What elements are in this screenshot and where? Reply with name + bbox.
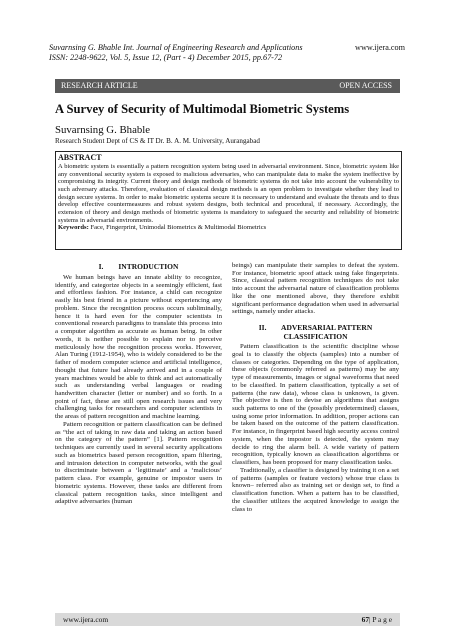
footer-website[interactable]: www.ijera.com <box>63 615 109 624</box>
intro-paragraph-3: beings) can manipulate their samples to defeat the system. For instance, biometric spoof attack using fake fingerprints. Since, classical pattern recognition techniques do not take into account the adversarial nature of classification problems like the one mentioned above, they therefore exhibit significant performance degradation when used in adversarial settings, namely under attacks. <box>232 262 399 316</box>
page-footer <box>55 613 400 626</box>
right-column <box>232 262 399 513</box>
intro-paragraph-1: We human beings have an innate ability to recognize, identify, and categorize objects in a seemingly efficient, fast and effortless fashion. For instance, a child can recognize easily his best friend in a picture without experiencing any problem. Since the recognition process occurs subliminally, hence it is hard even for the computer scientists in conventional research paradigms to translate this process into a computer algorithm as accurate as human being. In other words, it is neither possible to explain nor to perceive meticulously how the recognition process works. However, Alan Turing (1912-1954), who is widely considered to be the father of modern computer science and artificial intelligence, thought that future had already arrived and in a couple of years machines would be able to think and act automatically such as understanding verbal languages or reading handwritten character (letter or number) and so forth. In a point of fact, these are still open research issues and very challenging tasks for researchers and computer scientists in the areas of pattern recognition and machine learning. <box>55 274 222 421</box>
journal-issn: ISSN: 2248-9622, Vol. 5, Issue 12, (Part - 4) December 2015, pp.67-72 <box>49 53 283 62</box>
research-article-label: RESEARCH ARTICLE <box>61 81 138 90</box>
section-heading-line-2: CLASSIFICATION <box>283 332 348 342</box>
section-heading-introduction: I. INTRODUCTION <box>98 262 179 271</box>
paper-title: A Survey of Security of Multimodal Biometric Systems <box>55 102 350 116</box>
page-number <box>362 613 392 626</box>
keywords <box>58 224 399 232</box>
adversarial-paragraph-1: Pattern classification is the scientific discipline whose goal is to classify the objects (samples) into a number of classes or categories. Depending on the type of application, these objects (commonly referred as patterns) may be any type of measurements, images or signal waveforms that need to be classified. In pattern classification, typically a set of patterns (the raw data), whose class is unknown, is given. The objective is then to devise an algorithms that assigns such patterns to one of the (possibly predetermined) classes, using some prior information. In addition, proper actions can be taken based on the outcome of the pattern classification. For instance, in fingerprint based high security access control system, when the impostor is detected, the system may decide to ring the alarm bell. A wide variety of pattern recognition, typically known as classification algorithms or classifiers, has been proposed for many classification tasks. <box>232 343 399 467</box>
page-label: | P a g e <box>369 615 392 624</box>
journal-website[interactable]: www.ijera.com <box>355 43 405 52</box>
running-header <box>49 43 405 63</box>
intro-paragraph-2: Pattern recognition or pattern classification can be defined as “the act of taking in raw data and taking an action based on the category of the pattern” [1]. Pattern recognition techniques are currently used in several security applications such as biometrics based person recognition, spam filtering, and intrusion detection in computer networks, with the goal to discriminate between a ‘legitimate’ and a ‘malicious’ pattern class. For example, genuine or impostor users in biometric systems. However, these tasks are different from classical pattern recognition tasks, since intelligent and adaptive adversaries (human <box>55 420 222 506</box>
left-column <box>55 262 222 506</box>
keywords-label: Keywords: <box>58 224 89 232</box>
article-type-band <box>55 79 400 93</box>
adversarial-paragraph-2: Traditionally, a classifier is designed by training it on a set of patterns (samples or feature vectors) whose true class is known– referred also as training set or design set, to find a classification function. When a pattern has to be classified, the classifier utilizes the acquired knowledge to assign the class to <box>232 466 399 513</box>
author-name: Suvarnsing G. Bhable <box>55 124 151 136</box>
keywords-list: Face, Fingerprint, Unimodal Biometrics & Multimodal Biometrics <box>88 224 267 232</box>
open-access-label: OPEN ACCESS <box>339 81 392 90</box>
section-heading-adversarial <box>232 323 399 341</box>
author-affiliation: Research Student Dept of CS & IT Dr. B. A. M. University, Aurangabad <box>55 137 260 145</box>
abstract-text: A biometric system is essentially a pattern recognition system being used in adversarial environment. Since, biometric system like any conventional security system is exposed to malicious adversaries, who can manipulate data to make the system ineffective by compromising its integrity. Current theory and design methods of biometric systems do not take into account the vulnerability to such adversary attacks. Therefore, evaluation of classical design methods is an open problem to investigate whether they lead to design secure systems. In order to make biometric systems secure it is necessary to understand and evaluate the threats and to thus develop effective countermeasures and robust system designs, both technical and procedural, if necessary. Accordingly, the extension of theory and design methods of biometric systems is mandatory to safeguard the security and reliability of biometric systems in adversarial environments. <box>58 163 399 224</box>
page-number-value: 67 <box>361 615 370 624</box>
abstract-heading: ABSTRACT <box>58 153 102 162</box>
section-heading-line-1: II. ADVERSARIAL PATTERN <box>258 323 373 333</box>
abstract-box <box>55 151 402 250</box>
journal-citation: Suvarnsing G. Bhable Int. Journal of Engineering Research and Applications <box>49 43 303 52</box>
